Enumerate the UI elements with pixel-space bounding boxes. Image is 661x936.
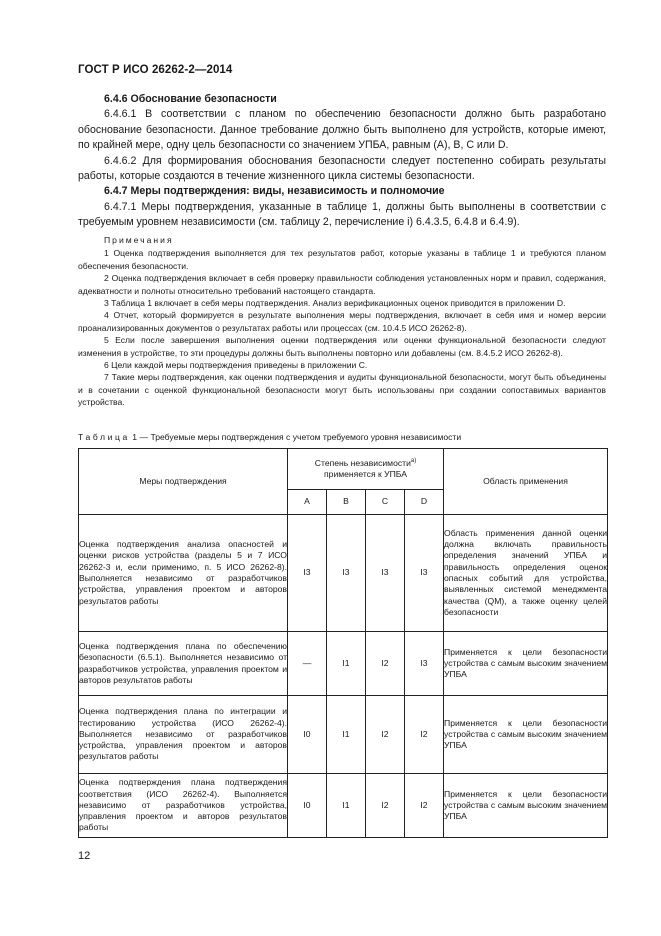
table-row bbox=[79, 774, 608, 838]
level-b-cell: I3 bbox=[327, 515, 366, 632]
header-level-b: B bbox=[327, 490, 366, 515]
measure-cell: Оценка подтверждения плана по интеграции и тестированию устройства (ИСО 26262-4). Выполняется независимо от разработчиков устройства, управления проектом и авторов результатов работы bbox=[79, 696, 288, 774]
level-c-cell: I3 bbox=[366, 515, 405, 632]
header-scope: Область применения bbox=[444, 449, 608, 515]
paragraph-6-4-7-1: 6.4.7.1 Меры подтверждения, указанные в таблице 1, должны быть выполнены в соответствии с требуемым уровнем независимости (см. таблицу 2, перечисление i) 6.4.3.5, 6.4.8 и 6.4.9). bbox=[78, 200, 606, 229]
level-d-cell: I3 bbox=[405, 632, 444, 696]
paragraph-6-4-6-1: 6.4.6.1 В соответствии с планом по обеспечению безопасности должно быть разработано обоснование безопасности. Данное требование должно быть выполнено для устройств, которые имеют, по крайней мере, одну цель безопасности со значением УПБА, равным (А), В, С или D. bbox=[78, 108, 606, 152]
notes-title: Примечания bbox=[104, 235, 174, 245]
note-item: 1 Оценка подтверждения выполняется для тех результатов работ, которые указаны в таблице 1 и требуются планом обеспечения безопасности. bbox=[78, 248, 606, 271]
scope-cell: Область применения данной оценки должна включать правильность определения значений УПБА и правильность определения оценок опасных событий для устройства, выявленных системой менеджмента качества (QM), а также оценку целей безопасности bbox=[444, 515, 608, 632]
level-c-cell: I2 bbox=[366, 774, 405, 838]
level-a-cell: I0 bbox=[288, 696, 327, 774]
note-item: 5 Если после завершения выполнения оценки подтверждения или оценки функциональной безопасности следуют изменения в устройстве, то эти процедуры должны быть выполнены повторно или добавлены (см. 8.4.5.2 ИСО 26262-8). bbox=[78, 335, 606, 358]
main-text bbox=[78, 92, 606, 231]
table-row bbox=[79, 515, 608, 632]
scope-cell: Применяется к цели безопасности устройства с самым высоким значением УПБА bbox=[444, 774, 608, 838]
table-caption-text: 1 — Требуемые меры подтверждения с учетом требуемого уровня независимости bbox=[132, 432, 462, 442]
confirmation-measures-table bbox=[78, 448, 608, 838]
header-degree-sublabel: применяется к УПБА bbox=[324, 469, 407, 479]
level-a-cell: — bbox=[288, 632, 327, 696]
note-item: 4 Отчет, который формируется в результате выполнения меры подтверждения, включает в себя имя и номер версии проанализированных документов о результатах работы или процессах (см. 10.4.5 ИСО 26262-8). bbox=[78, 310, 606, 333]
page-number: 12 bbox=[78, 850, 91, 862]
scope-cell: Применяется к цели безопасности устройства с самым высоким значением УПБА bbox=[444, 696, 608, 774]
level-d-cell: I2 bbox=[405, 774, 444, 838]
level-a-cell: I3 bbox=[288, 515, 327, 632]
level-c-cell: I2 bbox=[366, 696, 405, 774]
document-header: ГОСТ Р ИСО 26262-2—2014 bbox=[78, 64, 233, 76]
note-item: 3 Таблица 1 включает в себя меры подтверждения. Анализ верификационных оценок приводится в приложении D. bbox=[104, 298, 566, 309]
level-a-cell: I0 bbox=[288, 774, 327, 838]
table-row bbox=[79, 696, 608, 774]
level-b-cell: I1 bbox=[327, 774, 366, 838]
level-b-cell: I1 bbox=[327, 696, 366, 774]
section-heading-6-4-6: 6.4.6 Обоснование безопасности bbox=[104, 93, 277, 105]
note-item: 7 Такие меры подтверждения, как оценки подтверждения и аудиты функциональной безопасности, могут быть объединены и в сочетании с оценкой функциональной безопасности могут быть использованы при создании сопоставимых вариантов устройства. bbox=[78, 372, 606, 408]
header-level-c: C bbox=[366, 490, 405, 515]
header-degree-label: Степень независимости bbox=[314, 457, 411, 468]
level-b-cell: I1 bbox=[327, 632, 366, 696]
level-d-cell: I2 bbox=[405, 696, 444, 774]
table-row bbox=[79, 632, 608, 696]
paragraph-6-4-6-2: 6.4.6.2 Для формирования обоснования безопасности следует постепенно собирать результаты работы, которые создаются в течение жизненного цикла системы безопасности. bbox=[78, 154, 606, 183]
measure-cell: Оценка подтверждения анализа опасностей и оценки рисков устройства (разделы 5 и 7 ИСО 26262-3 и, если применимо, п. 5 ИСО 26262-8). Выполняется независимо от разработчиков устройства, управления проектом и авторов результатов работы bbox=[79, 515, 288, 632]
level-c-cell: I2 bbox=[366, 632, 405, 696]
header-level-d: D bbox=[405, 490, 444, 515]
note-item: 6 Цели каждой меры подтверждения приведены в приложении С. bbox=[104, 360, 368, 371]
header-level-a: A bbox=[288, 490, 327, 515]
scope-cell: Применяется к цели безопасности устройства с самым высоким значением УПБА bbox=[444, 632, 608, 696]
measure-cell: Оценка подтверждения плана по обеспечению безопасности (6.5.1). Выполняется независимо от разработчиков устройства, управления проектом и авторов результатов работы bbox=[79, 632, 288, 696]
section-heading-6-4-7: 6.4.7 Меры подтверждения: виды, независимость и полномочие bbox=[104, 185, 445, 198]
note-item: 2 Оценка подтверждения включает в себя проверку правильности соблюдения установленных норм и правил, содержания, адекватности и полноты относительно требований настоящего стандарта. bbox=[78, 273, 606, 296]
table-caption-label: Таблица bbox=[78, 432, 130, 442]
level-d-cell: I3 bbox=[405, 515, 444, 632]
measure-cell: Оценка подтверждения плана подтверждения соответствия (ИСО 26262-4). Выполняется независимо от разработчиков устройства, управления проектом и авторов результатов работы bbox=[79, 774, 288, 838]
header-measures: Меры подтверждения bbox=[79, 449, 288, 515]
footnote-marker: a) bbox=[410, 457, 417, 464]
header-independence-degree bbox=[288, 449, 444, 490]
notes-block bbox=[78, 234, 606, 409]
table-caption bbox=[78, 432, 461, 442]
